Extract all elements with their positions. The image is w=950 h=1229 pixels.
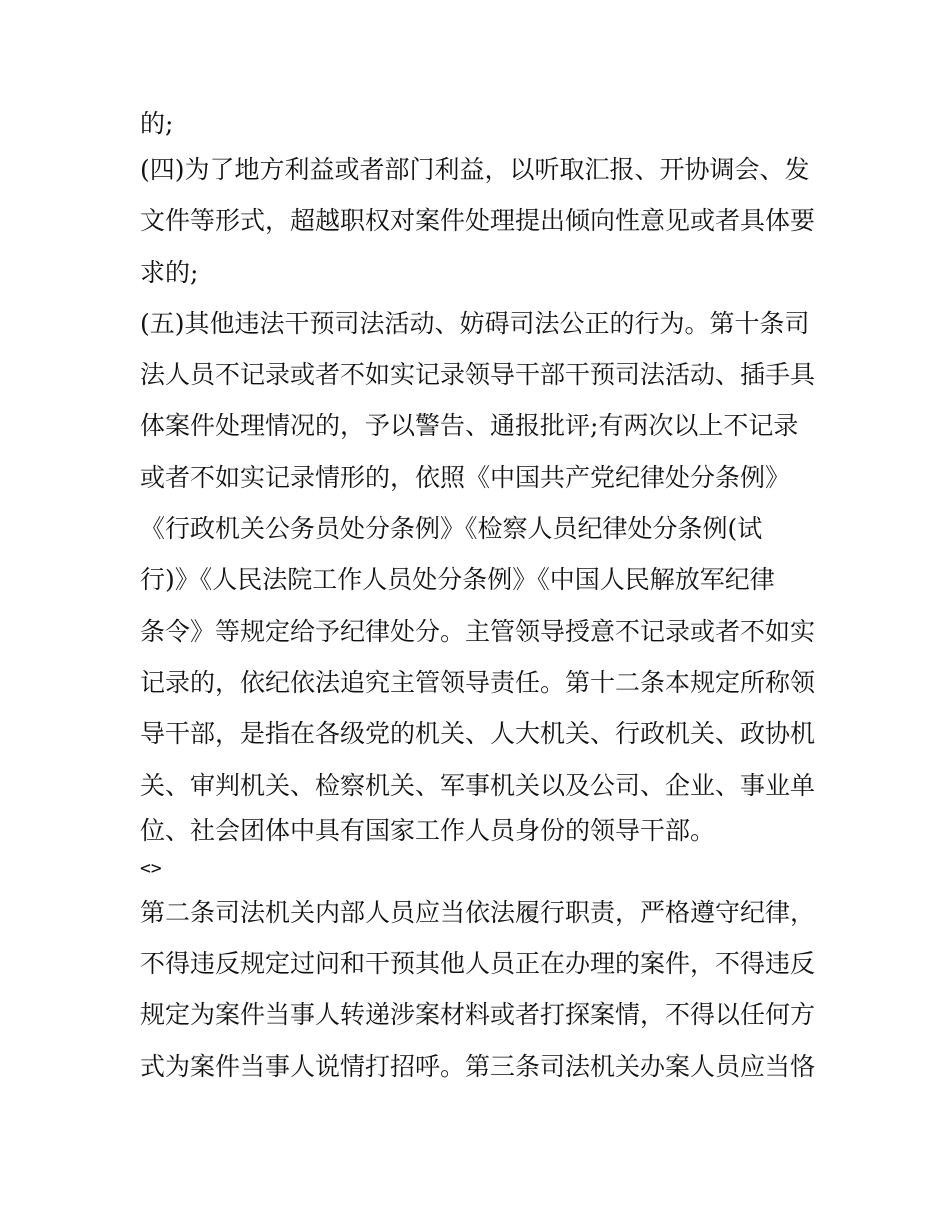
text-line: 体案件处理情况的，予以警告、通报批评;有两次以上不记录 <box>140 411 799 441</box>
text-line: 的; <box>140 109 174 138</box>
text-line: 式为案件当事人说情打招呼。第三条司法机关办案人员应当恪 <box>140 1051 816 1081</box>
section-separator: <> <box>140 857 162 879</box>
text-line: 条令》等规定给予纪律处分。主管领导授意不记录或者不如实 <box>140 616 816 646</box>
text-line: 行)》《人民法院工作人员处分条例》《中国人民解放军纪律 <box>140 565 775 595</box>
text-line: 关、审判机关、检察机关、军事机关以及公司、企业、事业单 <box>140 770 816 800</box>
text-line: 法人员不记录或者不如实记录领导干部干预司法活动、插手具 <box>140 360 816 390</box>
text-line: 记录的，依纪依法追究主管领导责任。第十二条本规定所称领 <box>140 667 816 697</box>
text-line: 《行政机关公务员处分条例》《检察人员纪律处分条例(试 <box>140 514 763 544</box>
document-body <box>140 104 818 1092</box>
text-line: 第二条司法机关内部人员应当依法履行职责，严格遵守纪律， <box>140 897 816 927</box>
text-line: 不得违反规定过问和干预其他人员正在办理的案件，不得违反 <box>140 949 816 979</box>
text-line: 或者不如实记录情形的，依照《中国共产党纪律处分条例》 <box>140 462 791 492</box>
text-line: 文件等形式，超越职权对案件处理提出倾向性意见或者具体要 <box>140 206 816 236</box>
text-line: 位、社会团体中具有国家工作人员身份的领导干部。 <box>140 815 716 845</box>
text-line: 规定为案件当事人转递涉案材料或者打探案情，不得以任何方 <box>140 1000 816 1030</box>
text-line: 求的; <box>140 257 199 287</box>
text-line: (四)为了地方利益或者部门利益，以听取汇报、开协调会、发 <box>140 155 810 184</box>
text-line: (五)其他违法干预司法活动、妨碍司法公正的行为。第十条司 <box>140 308 810 338</box>
text-line: 导干部，是指在各级党的机关、人大机关、行政机关、政协机 <box>140 719 816 749</box>
